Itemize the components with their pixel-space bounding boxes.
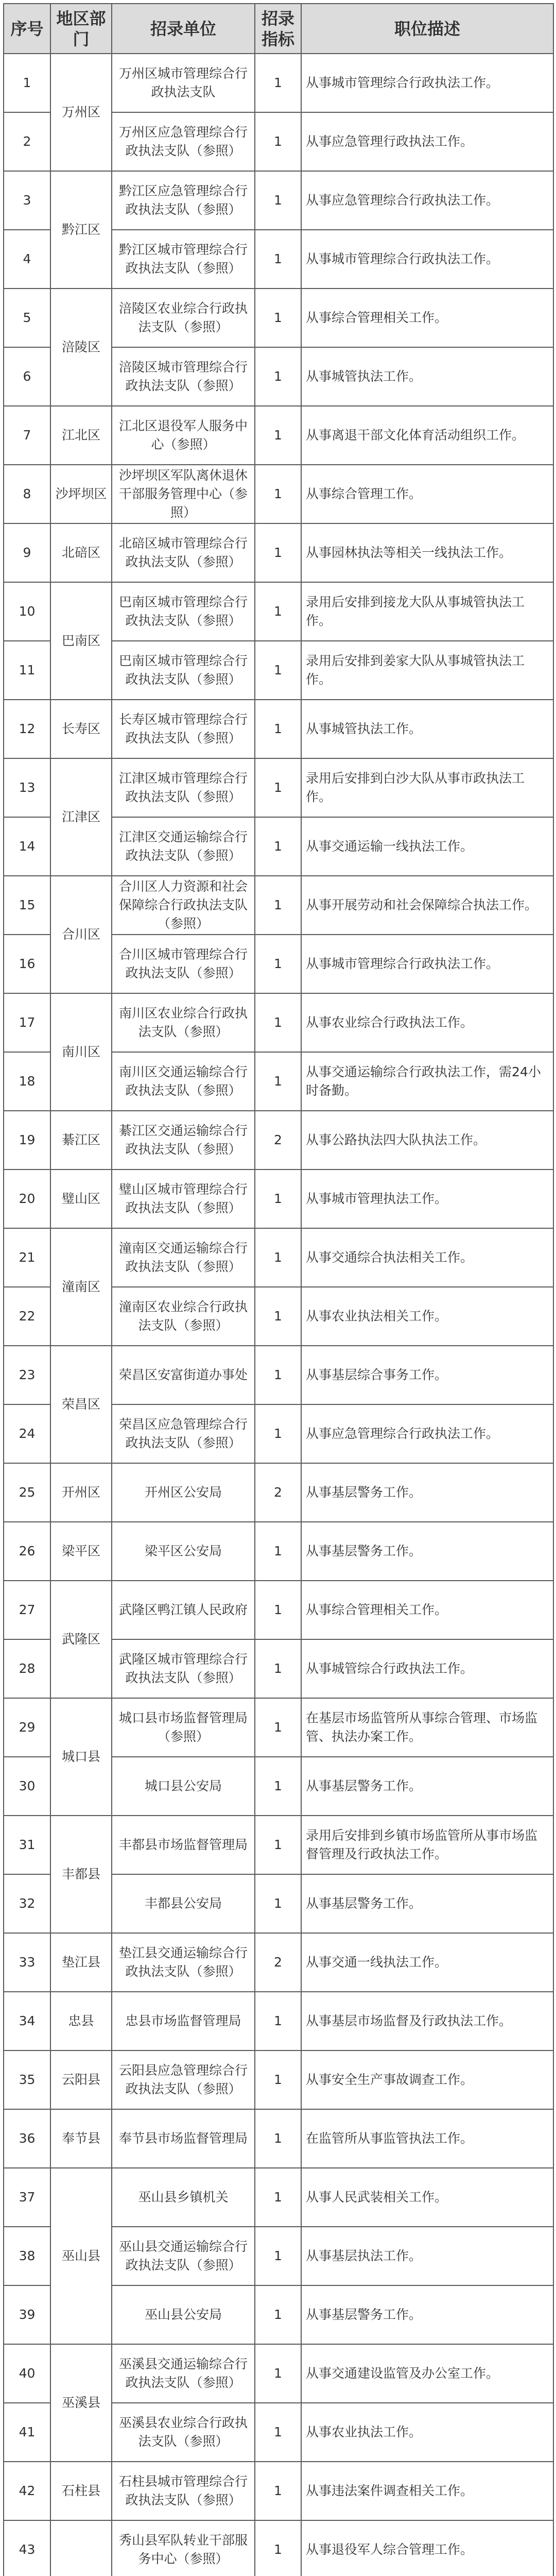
cell-desc: 从事交通运输一线执法工作。: [301, 817, 553, 876]
cell-quota: 2: [255, 1111, 301, 1170]
cell-unit: 南川区交通运输综合行政执法支队（参照）: [112, 1052, 255, 1111]
table-row: [4, 54, 553, 112]
cell-unit: 奉节县市场监督管理局: [112, 2109, 255, 2168]
cell-unit: 丰都县市场监督管理局: [112, 1816, 255, 1874]
cell-district: 丰都县: [50, 1816, 112, 1933]
cell-desc: 从事违法案件调查相关工作。: [301, 2462, 553, 2520]
cell-district: 万州区: [50, 54, 112, 171]
table-row: [4, 465, 553, 523]
cell-desc: 从事园林执法等相关一线执法工作。: [301, 523, 553, 582]
cell-unit: 巴南区城市管理综合行政执法支队（参照）: [112, 582, 255, 641]
cell-quota: 1: [255, 1170, 301, 1228]
cell-desc: 从事应急管理综合行政执法工作。: [301, 171, 553, 230]
table-row: [4, 1522, 553, 1581]
cell-unit: 合川区人力资源和社会保障综合行政执法支队（参照）: [112, 876, 255, 935]
cell-unit: 北碚区城市管理综合行政执法支队（参照）: [112, 523, 255, 582]
cell-unit: 丰都县公安局: [112, 1874, 255, 1933]
cell-no: 4: [4, 230, 50, 289]
cell-quota: 1: [255, 582, 301, 641]
cell-no: 13: [4, 758, 50, 817]
cell-no: 7: [4, 406, 50, 465]
cell-desc: 在基层市场监管所从事综合管理、市场监管、执法办案工作。: [301, 1698, 553, 1757]
cell-no: 30: [4, 1757, 50, 1816]
table-row: [4, 1698, 553, 1757]
cell-district: 梁平区: [50, 1522, 112, 1581]
cell-no: 35: [4, 2050, 50, 2109]
cell-desc: 从事城管执法工作。: [301, 700, 553, 758]
header-quota: 招录指标: [255, 4, 301, 54]
cell-no: 41: [4, 2403, 50, 2462]
cell-unit: 巴南区城市管理综合行政执法支队（参照）: [112, 641, 255, 700]
cell-unit: 武隆区城市管理综合行政执法支队（参照）: [112, 1639, 255, 1698]
cell-no: 32: [4, 1874, 50, 1933]
cell-no: 12: [4, 700, 50, 758]
cell-quota: 1: [255, 758, 301, 817]
cell-no: 3: [4, 171, 50, 230]
cell-no: 36: [4, 2109, 50, 2168]
cell-unit: 万州区应急管理综合行政执法支队（参照）: [112, 112, 255, 171]
cell-unit: 荣昌区应急管理综合行政执法支队（参照）: [112, 1404, 255, 1463]
cell-district: 綦江区: [50, 1111, 112, 1170]
table-row: [4, 582, 553, 641]
cell-no: 14: [4, 817, 50, 876]
cell-quota: 2: [255, 1463, 301, 1522]
cell-quota: 1: [255, 2520, 301, 2576]
table-row: [4, 1170, 553, 1228]
cell-no: 20: [4, 1170, 50, 1228]
cell-desc: 从事离退干部文化体育活动组织工作。: [301, 406, 553, 465]
cell-no: 34: [4, 1992, 50, 2050]
cell-district: 长寿区: [50, 700, 112, 758]
cell-no: 33: [4, 1933, 50, 1992]
cell-district: 璧山区: [50, 1170, 112, 1228]
cell-desc: 从事农业综合行政执法工作。: [301, 993, 553, 1052]
cell-desc: 从事城市管理综合行政执法工作。: [301, 230, 553, 289]
cell-quota: 1: [255, 2285, 301, 2344]
recruitment-table: [3, 3, 554, 2576]
table-row: [4, 2520, 553, 2576]
cell-desc: 从事基层综合事务工作。: [301, 1346, 553, 1404]
cell-desc: 从事交通综合执法相关工作。: [301, 1228, 553, 1287]
cell-no: 28: [4, 1639, 50, 1698]
cell-no: 40: [4, 2344, 50, 2403]
cell-desc: 从事综合管理工作。: [301, 465, 553, 523]
cell-district: 石柱县: [50, 2462, 112, 2520]
cell-no: 18: [4, 1052, 50, 1111]
cell-desc: 从事基层警务工作。: [301, 1522, 553, 1581]
table-row: [4, 2462, 553, 2520]
cell-quota: 1: [255, 1874, 301, 1933]
cell-quota: 2: [255, 1933, 301, 1992]
cell-unit: 开州区公安局: [112, 1463, 255, 1522]
cell-no: 24: [4, 1404, 50, 1463]
cell-desc: 从事城市管理执法工作。: [301, 1170, 553, 1228]
cell-no: 11: [4, 641, 50, 700]
cell-desc: 从事农业执法工作。: [301, 2403, 553, 2462]
cell-unit: 潼南区农业综合行政执法支队（参照）: [112, 1287, 255, 1346]
table-row: [4, 758, 553, 817]
cell-quota: 1: [255, 1287, 301, 1346]
cell-desc: 从事交通运输综合行政执法工作，需24小时备勤。: [301, 1052, 553, 1111]
cell-desc: 从事应急管理行政执法工作。: [301, 112, 553, 171]
cell-no: 17: [4, 993, 50, 1052]
cell-unit: 綦江区交通运输综合行政执法支队（参照）: [112, 1111, 255, 1170]
cell-desc: 录用后安排到乡镇市场监管所从事市场监督管理及行政执法工作。: [301, 1816, 553, 1874]
cell-district: 潼南区: [50, 1228, 112, 1346]
cell-desc: 录用后安排到姜家大队从事城管执法工作。: [301, 641, 553, 700]
table-row: [4, 1463, 553, 1522]
cell-desc: 从事基层警务工作。: [301, 1757, 553, 1816]
cell-no: 19: [4, 1111, 50, 1170]
cell-quota: 1: [255, 1581, 301, 1639]
cell-district: 忠县: [50, 1992, 112, 2050]
cell-quota: 1: [255, 1052, 301, 1111]
cell-district: 巫溪县: [50, 2344, 112, 2462]
cell-no: 21: [4, 1228, 50, 1287]
cell-desc: 从事城市管理综合行政执法工作。: [301, 935, 553, 993]
cell-unit: 巫山县乡镇机关: [112, 2168, 255, 2227]
cell-desc: 从事退役军人综合管理工作。: [301, 2520, 553, 2576]
cell-no: 43: [4, 2520, 50, 2576]
table-row: [4, 1816, 553, 1874]
table-row: [4, 2050, 553, 2109]
cell-unit: 黔江区城市管理综合行政执法支队（参照）: [112, 230, 255, 289]
cell-district: 垫江县: [50, 1933, 112, 1992]
cell-quota: 1: [255, 876, 301, 935]
cell-quota: 1: [255, 993, 301, 1052]
cell-unit: 沙坪坝区军队离休退休干部服务管理中心（参照）: [112, 465, 255, 523]
cell-desc: 从事安全生产事故调查工作。: [301, 2050, 553, 2109]
cell-quota: 1: [255, 112, 301, 171]
table-row: [4, 406, 553, 465]
cell-district: 合川区: [50, 876, 112, 993]
cell-district: 黔江区: [50, 171, 112, 289]
cell-no: 26: [4, 1522, 50, 1581]
header-desc: 职位描述: [301, 4, 553, 54]
cell-desc: 从事城管综合行政执法工作。: [301, 1639, 553, 1698]
cell-desc: 从事农业执法相关工作。: [301, 1287, 553, 1346]
table-row: [4, 2109, 553, 2168]
cell-quota: 1: [255, 2050, 301, 2109]
cell-unit: 涪陵区农业综合行政执法支队（参照）: [112, 289, 255, 347]
cell-desc: 录用后安排到白沙大队从事市政执法工作。: [301, 758, 553, 817]
cell-desc: 从事人民武装相关工作。: [301, 2168, 553, 2227]
cell-unit: 涪陵区城市管理综合行政执法支队（参照）: [112, 347, 255, 406]
cell-district: 奉节县: [50, 2109, 112, 2168]
cell-quota: 1: [255, 1816, 301, 1874]
cell-unit: 秀山县军队转业干部服务中心（参照）: [112, 2520, 255, 2576]
cell-no: 8: [4, 465, 50, 523]
cell-unit: 巫溪县交通运输综合行政执法支队（参照）: [112, 2344, 255, 2403]
cell-district: 南川区: [50, 993, 112, 1111]
cell-desc: 从事公路执法四大队执法工作。: [301, 1111, 553, 1170]
cell-quota: 1: [255, 935, 301, 993]
cell-district: 武隆区: [50, 1581, 112, 1698]
cell-district: 荣昌区: [50, 1346, 112, 1463]
cell-quota: 1: [255, 1698, 301, 1757]
cell-unit: 璧山区城市管理综合行政执法支队（参照）: [112, 1170, 255, 1228]
cell-desc: 从事综合管理相关工作。: [301, 1581, 553, 1639]
cell-quota: 1: [255, 1757, 301, 1816]
cell-unit: 潼南区交通运输综合行政执法支队（参照）: [112, 1228, 255, 1287]
cell-quota: 1: [255, 171, 301, 230]
cell-unit: 忠县市场监督管理局: [112, 1992, 255, 2050]
table-row: [4, 993, 553, 1052]
header-row: [4, 4, 553, 54]
cell-unit: 江津区交通运输综合行政执法支队（参照）: [112, 817, 255, 876]
cell-district: [50, 2520, 112, 2576]
cell-desc: 从事交通一线执法工作。: [301, 1933, 553, 1992]
cell-no: 23: [4, 1346, 50, 1404]
cell-district: 巴南区: [50, 582, 112, 700]
cell-no: 38: [4, 2227, 50, 2285]
cell-district: 沙坪坝区: [50, 465, 112, 523]
cell-unit: 城口县市场监督管理局（参照）: [112, 1698, 255, 1757]
cell-quota: 1: [255, 230, 301, 289]
cell-district: 北碚区: [50, 523, 112, 582]
table-row: [4, 2168, 553, 2227]
cell-no: 22: [4, 1287, 50, 1346]
cell-no: 27: [4, 1581, 50, 1639]
cell-unit: 巫山县交通运输综合行政执法支队（参照）: [112, 2227, 255, 2285]
cell-district: 巫山县: [50, 2168, 112, 2344]
table-row: [4, 1933, 553, 1992]
table-row: [4, 1992, 553, 2050]
cell-quota: 1: [255, 347, 301, 406]
cell-desc: 从事基层警务工作。: [301, 1463, 553, 1522]
cell-no: 39: [4, 2285, 50, 2344]
table-row: [4, 1346, 553, 1404]
cell-no: 37: [4, 2168, 50, 2227]
cell-unit: 梁平区公安局: [112, 1522, 255, 1581]
cell-unit: 江北区退役军人服务中心（参照）: [112, 406, 255, 465]
cell-quota: 1: [255, 1522, 301, 1581]
cell-unit: 合川区城市管理综合行政执法支队（参照）: [112, 935, 255, 993]
cell-district: 云阳县: [50, 2050, 112, 2109]
cell-no: 15: [4, 876, 50, 935]
cell-no: 9: [4, 523, 50, 582]
cell-district: 开州区: [50, 1463, 112, 1522]
cell-no: 1: [4, 54, 50, 112]
cell-unit: 石柱县城市管理综合行政执法支队（参照）: [112, 2462, 255, 2520]
cell-desc: 从事交通建设监管及办公室工作。: [301, 2344, 553, 2403]
cell-quota: 1: [255, 817, 301, 876]
cell-no: 2: [4, 112, 50, 171]
cell-unit: 荣昌区安富街道办事处: [112, 1346, 255, 1404]
cell-desc: 从事基层警务工作。: [301, 2285, 553, 2344]
cell-quota: 1: [255, 1639, 301, 1698]
header-no: 序号: [4, 4, 50, 54]
cell-quota: 1: [255, 289, 301, 347]
cell-quota: 1: [255, 523, 301, 582]
cell-unit: 垫江县交通运输综合行政执法支队（参照）: [112, 1933, 255, 1992]
cell-unit: 云阳县应急管理综合行政执法支队（参照）: [112, 2050, 255, 2109]
table-row: [4, 523, 553, 582]
cell-quota: 1: [255, 1992, 301, 2050]
cell-quota: 1: [255, 54, 301, 112]
cell-unit: 黔江区应急管理综合行政执法支队（参照）: [112, 171, 255, 230]
cell-desc: 从事基层执法工作。: [301, 2227, 553, 2285]
cell-quota: 1: [255, 2109, 301, 2168]
header-unit: 招录单位: [112, 4, 255, 54]
table-body: [4, 54, 553, 2576]
cell-unit: 长寿区城市管理综合行政执法支队（参照）: [112, 700, 255, 758]
cell-quota: 1: [255, 1346, 301, 1404]
cell-desc: 录用后安排到接龙大队从事城管执法工作。: [301, 582, 553, 641]
cell-quota: 1: [255, 2462, 301, 2520]
cell-district: 江津区: [50, 758, 112, 876]
cell-no: 6: [4, 347, 50, 406]
table-row: [4, 171, 553, 230]
cell-desc: 从事开展劳动和社会保障综合执法工作。: [301, 876, 553, 935]
cell-no: 10: [4, 582, 50, 641]
header-district: 地区部门: [50, 4, 112, 54]
cell-desc: 从事基层市场监督及行政执法工作。: [301, 1992, 553, 2050]
cell-quota: 1: [255, 641, 301, 700]
cell-unit: 万州区城市管理综合行政执法支队: [112, 54, 255, 112]
table-row: [4, 1581, 553, 1639]
cell-quota: 1: [255, 406, 301, 465]
cell-no: 31: [4, 1816, 50, 1874]
cell-unit: 武隆区鸭江镇人民政府: [112, 1581, 255, 1639]
cell-quota: 1: [255, 2168, 301, 2227]
table-row: [4, 2344, 553, 2403]
cell-unit: 巫溪县农业综合行政执法支队（参照）: [112, 2403, 255, 2462]
cell-district: 江北区: [50, 406, 112, 465]
cell-no: 25: [4, 1463, 50, 1522]
cell-unit: 江津区城市管理综合行政执法支队（参照）: [112, 758, 255, 817]
cell-district: 城口县: [50, 1698, 112, 1816]
table-row: [4, 1111, 553, 1170]
table-row: [4, 289, 553, 347]
cell-quota: 1: [255, 2403, 301, 2462]
cell-desc: 从事应急管理综合行政执法工作。: [301, 1404, 553, 1463]
cell-district: 涪陵区: [50, 289, 112, 406]
table-row: [4, 876, 553, 935]
table-row: [4, 1228, 553, 1287]
cell-no: 5: [4, 289, 50, 347]
cell-desc: 在监管所从事监管执法工作。: [301, 2109, 553, 2168]
cell-desc: 从事城市管理综合行政执法工作。: [301, 54, 553, 112]
cell-desc: 从事综合管理相关工作。: [301, 289, 553, 347]
cell-no: 29: [4, 1698, 50, 1757]
cell-quota: 1: [255, 1228, 301, 1287]
cell-quota: 1: [255, 1404, 301, 1463]
cell-quota: 1: [255, 2227, 301, 2285]
cell-no: 16: [4, 935, 50, 993]
cell-unit: 南川区农业综合行政执法支队（参照）: [112, 993, 255, 1052]
cell-quota: 1: [255, 2344, 301, 2403]
table-row: [4, 700, 553, 758]
cell-no: 42: [4, 2462, 50, 2520]
cell-quota: 1: [255, 700, 301, 758]
cell-desc: 从事城管执法工作。: [301, 347, 553, 406]
cell-unit: 城口县公安局: [112, 1757, 255, 1816]
cell-quota: 1: [255, 465, 301, 523]
cell-desc: 从事基层警务工作。: [301, 1874, 553, 1933]
cell-unit: 巫山县公安局: [112, 2285, 255, 2344]
